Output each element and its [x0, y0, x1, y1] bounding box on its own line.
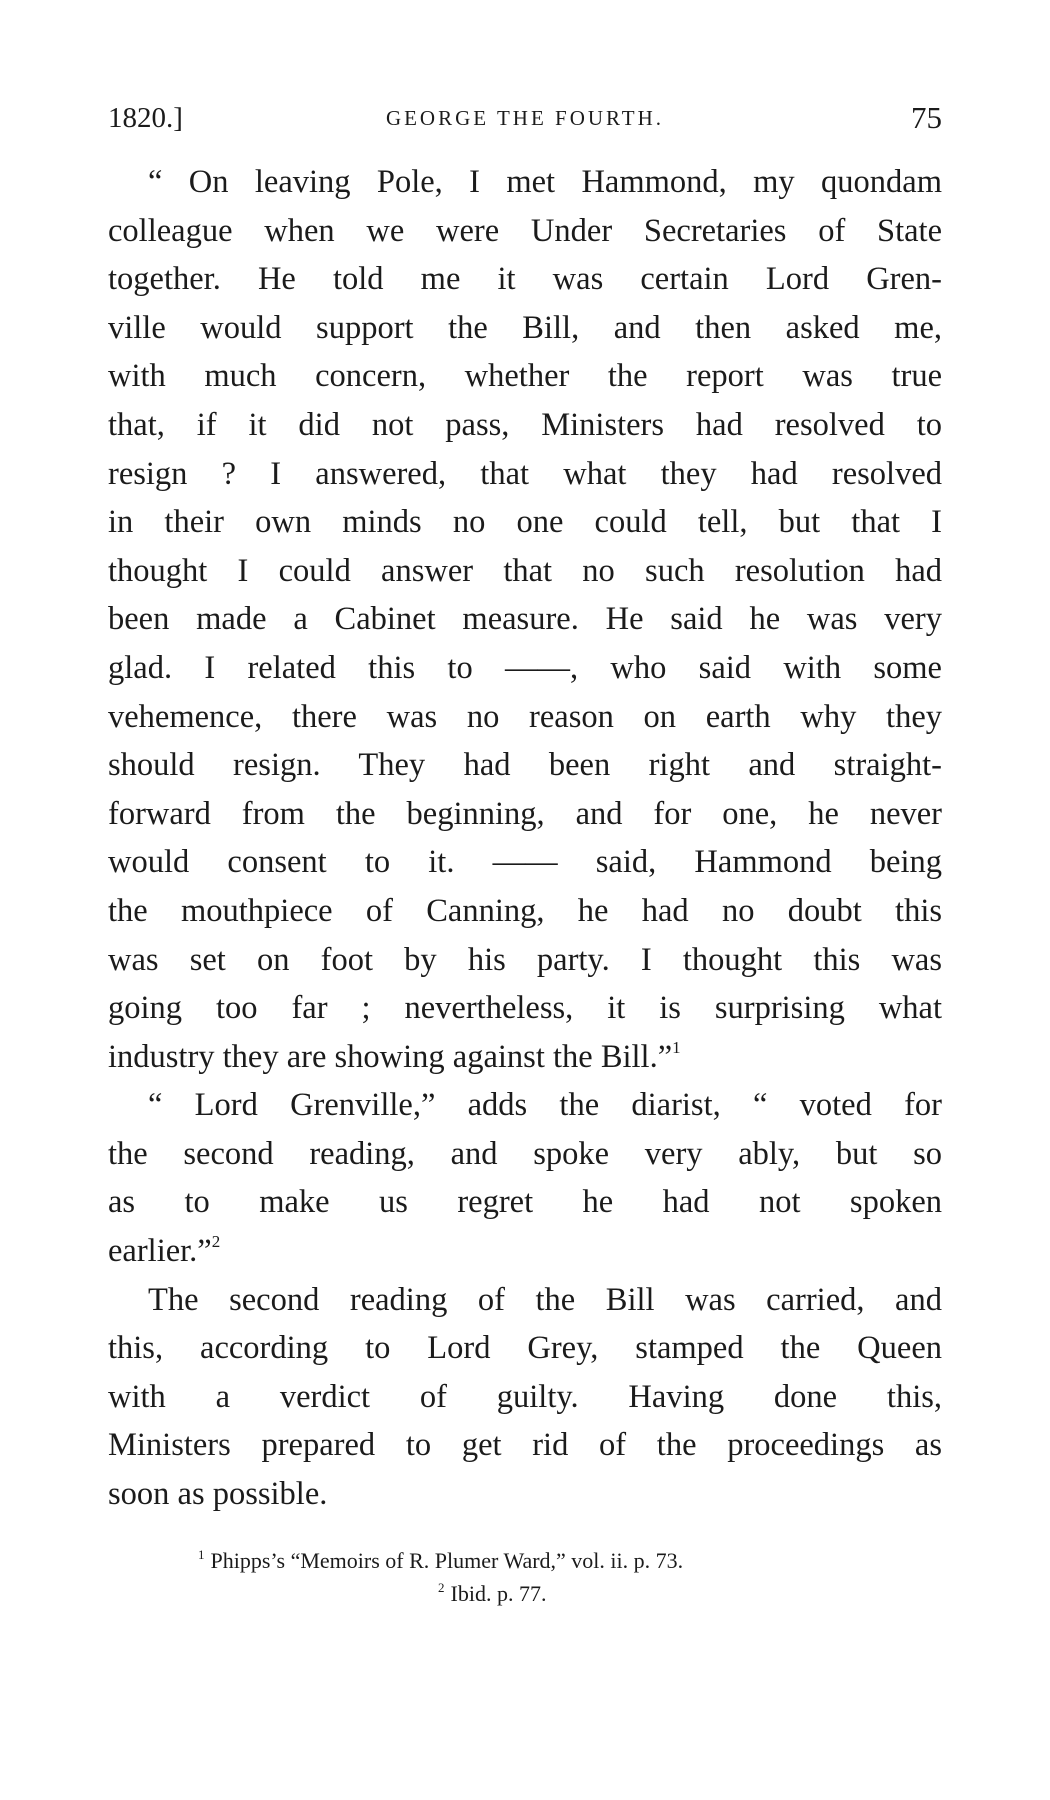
footnote-ref-1: 1	[672, 1037, 681, 1057]
footnote-2	[438, 1571, 546, 1610]
text-line: with much concern, whether the report was true	[108, 358, 942, 395]
text-line: forward from the beginning, and for one, he never	[108, 795, 942, 832]
text-line: thought I could answer that no such resolution had	[108, 552, 942, 589]
text-line: colleague when we were Under Secretaries of State	[108, 212, 942, 249]
text-line: resign ? I answered, that what they had resolved	[108, 455, 942, 492]
text-line: “ On leaving Pole, I met Hammond, my quondam	[148, 164, 942, 200]
text-line	[108, 1033, 942, 1082]
text-line: the second reading, and spoke very ably, but so	[108, 1135, 942, 1172]
text-line: soon as possible.	[108, 1476, 328, 1513]
text-line: this, according to Lord Grey, stamped the Queen	[108, 1330, 942, 1367]
text-line: that, if it did not pass, Ministers had resolved to	[108, 406, 942, 443]
text-line: been made a Cabinet measure. He said he was very	[108, 601, 942, 638]
header-year: 1820.]	[108, 102, 183, 134]
text-line: “ Lord Grenville,” adds the diarist, “ voted for	[148, 1087, 942, 1124]
text-line: the mouthpiece of Canning, he had no doubt this	[108, 892, 942, 929]
text-line: glad. I related this to ——, who said with some	[108, 649, 942, 686]
text-line: ville would support the Bill, and then asked me,	[108, 309, 942, 346]
text-line	[108, 1227, 942, 1276]
text-line: would consent to it. —— said, Hammond being	[108, 844, 942, 881]
footnote-mark: 1	[198, 1547, 205, 1562]
text-line: should resign. They had been right and straight-	[108, 747, 942, 784]
text-line: in their own minds no one could tell, but that I	[108, 504, 942, 541]
text-line: as to make us regret he had not spoken	[108, 1184, 942, 1221]
footnote-mark: 2	[438, 1580, 445, 1595]
text-line: vehemence, there was no reason on earth why they	[108, 698, 942, 735]
text-line: together. He told me it was certain Lord Gren-	[108, 261, 942, 298]
text-line-content: industry they are showing against the Bill.”	[108, 1038, 673, 1075]
page-number: 75	[911, 100, 942, 135]
text-line: with a verdict of guilty. Having done this,	[108, 1378, 942, 1415]
running-head	[108, 96, 942, 140]
footnote-text: Phipps’s “Memoirs of R. Plumer Ward,” vol. ii. p. 73.	[210, 1548, 684, 1573]
body-text	[108, 158, 942, 1519]
header-title: GEORGE THE FOURTH.	[385, 106, 665, 130]
text-line: going too far ; nevertheless, it is surprising what	[108, 990, 942, 1027]
text-line-content: earlier.”	[108, 1233, 212, 1270]
text-line: Ministers prepared to get rid of the proceedings as	[108, 1427, 942, 1464]
footnote-ref-2: 2	[211, 1232, 221, 1252]
footnote-text: Ibid. p. 77.	[450, 1581, 547, 1606]
text-line: was set on foot by his party. I thought this was	[108, 941, 942, 978]
text-line: The second reading of the Bill was carried, and	[148, 1281, 942, 1318]
